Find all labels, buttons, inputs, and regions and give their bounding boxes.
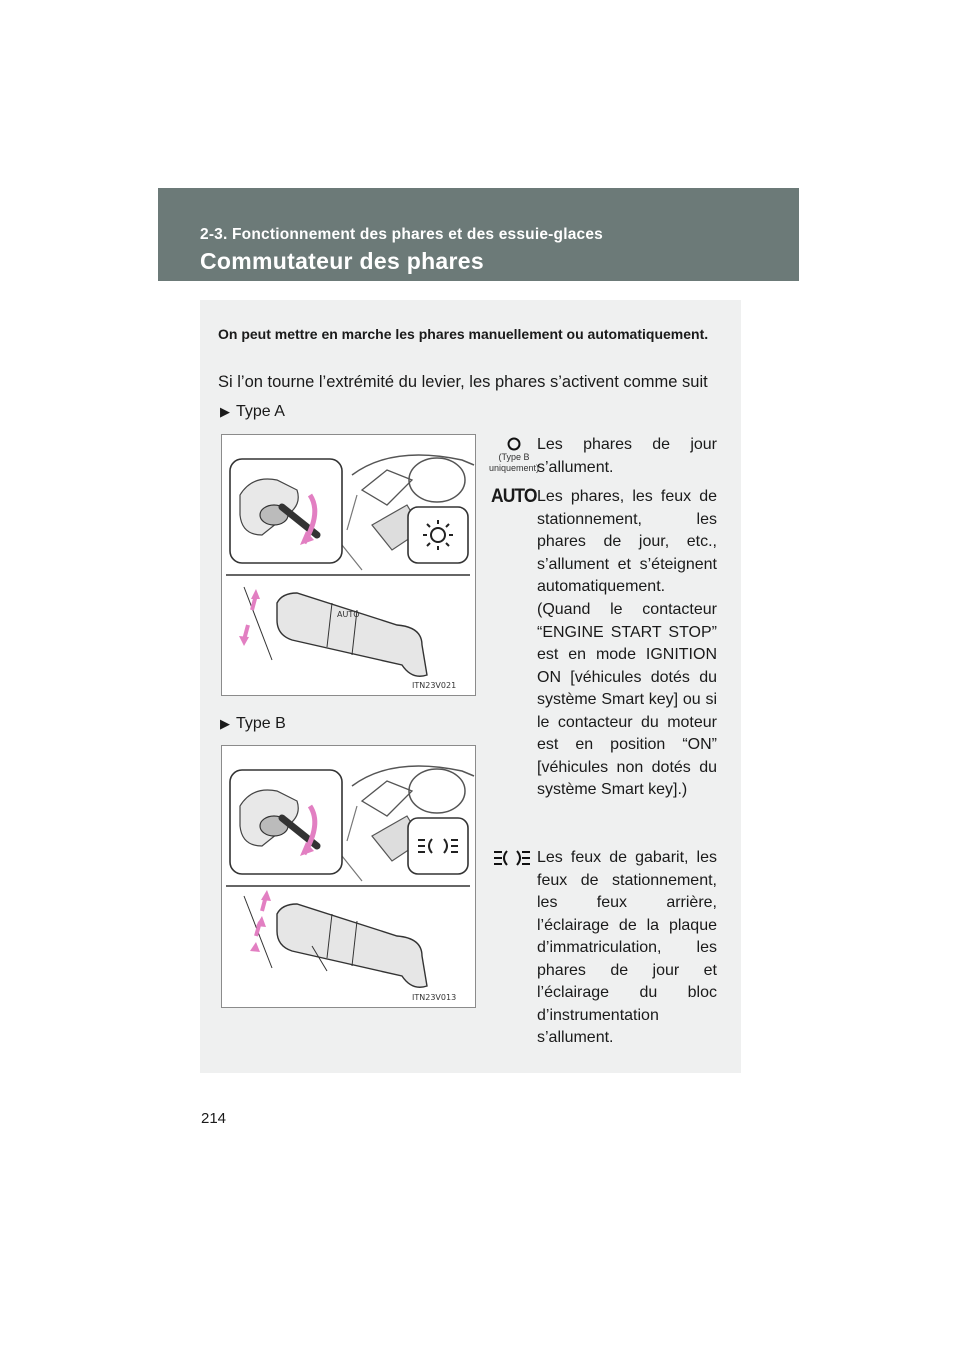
legend-side-lights-text: Les feux de gabarit, les feux de stationnement, les feux arrière, l’éclairage de la plaque d’immatriculation, les phares de jour et l’éclairage du bloc d’instrumentation s’allument. [537,849,717,1046]
svg-text:ITN23V021: ITN23V021 [412,681,457,690]
type-a-label: ▶ Type A [220,403,285,420]
lever-illustration-b [222,746,475,1007]
chapter-header [158,188,799,281]
figure-type-b [221,745,476,1008]
page-title: Commutateur des phares [200,248,484,274]
figure-type-a [221,434,476,696]
intro-text: On peut mettre en marche les phares manuellement ou automatiquement. [218,326,709,342]
lever-illustration-a [222,435,475,695]
drl-circle-icon: (Type B uniquement) [486,436,542,474]
triangle-bullet-icon: ▶ [220,404,230,419]
legend-auto-text: Les phares, les feux de stationnement, les phares de jour, etc., s’allument et s’éteignent automatiquement. [537,488,717,595]
legend-drl-text: Les phares de jour s’allument. [537,436,717,476]
content-panel [200,300,741,1073]
section-title: 2-3. Fonctionnement des phares et des essuie-glaces [200,226,603,243]
svg-text:ITN23V013: ITN23V013 [412,993,457,1002]
triangle-bullet-icon: ▶ [220,716,230,731]
svg-text:AUTO: AUTO [337,610,360,619]
page-number: 214 [201,1110,227,1127]
legend-auto-note: (Quand le contacteur “ENGINE START STOP” est en mode IGNITION ON [véhicules dotés du système Smart key] ou si le contacteur du moteur est en position “ON” [véhicules non dotés du système Smart key].) [537,601,717,798]
side-lights-icon [492,848,532,868]
auto-icon: AUTO [491,486,537,507]
lead-text: Si l’on tourne l’extrémité du levier, les phares s’activent comme suit [218,373,708,391]
type-b-label: ▶ Type B [220,715,286,732]
